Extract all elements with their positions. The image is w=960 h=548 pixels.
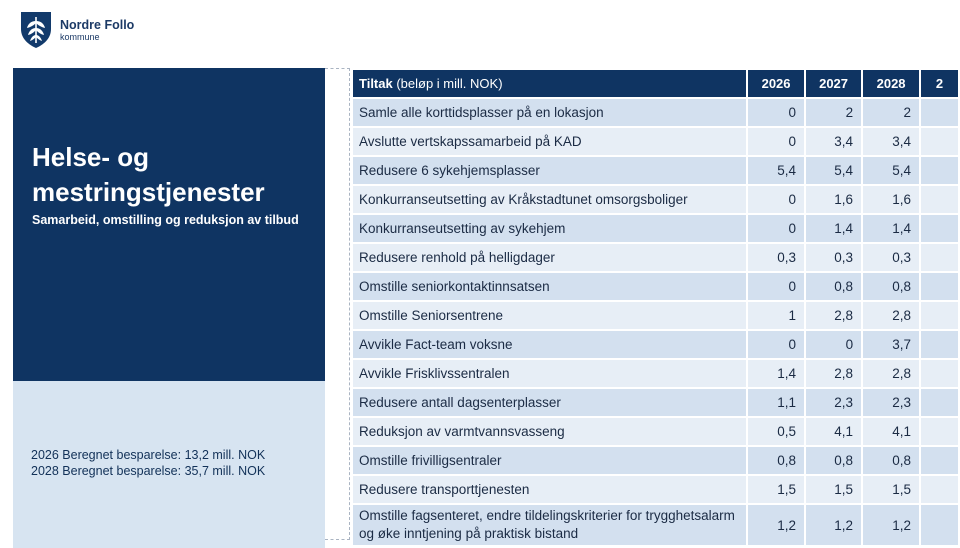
value-2028: 1,5	[862, 475, 920, 504]
value-2026: 0	[747, 272, 805, 301]
value-2028: 0,8	[862, 446, 920, 475]
logo-name: Nordre Follo	[60, 17, 135, 32]
measure-name: Omstille seniorkontaktinnsatsen	[352, 272, 747, 301]
savings-2028: 2028 Beregnet besparelse: 35,7 mill. NOK	[31, 464, 266, 478]
measure-name: Omstille Seniorsentrene	[352, 301, 747, 330]
value-2027: 2,3	[805, 388, 862, 417]
value-truncated	[920, 417, 959, 446]
column-header-2027: 2027	[805, 69, 862, 98]
table-row	[352, 98, 959, 127]
value-truncated	[920, 156, 959, 185]
measure-name: Avvikle Fact-team voksne	[352, 330, 747, 359]
table-row	[352, 504, 959, 546]
value-truncated	[920, 243, 959, 272]
value-truncated	[920, 388, 959, 417]
value-2028: 1,2	[862, 504, 920, 546]
title-panel	[13, 68, 325, 381]
header-unit: (beløp i mill. NOK)	[396, 76, 503, 91]
value-2027: 1,6	[805, 185, 862, 214]
measure-name: Redusere antall dagsenterplasser	[352, 388, 747, 417]
value-2027: 1,2	[805, 504, 862, 546]
value-truncated	[920, 301, 959, 330]
value-truncated	[920, 127, 959, 156]
value-2028: 0,3	[862, 243, 920, 272]
table-row	[352, 388, 959, 417]
value-truncated	[920, 98, 959, 127]
value-2027: 5,4	[805, 156, 862, 185]
value-2026: 0	[747, 127, 805, 156]
value-truncated	[920, 446, 959, 475]
column-header-truncated: 2	[920, 69, 959, 98]
value-2026: 5,4	[747, 156, 805, 185]
value-2026: 0	[747, 214, 805, 243]
value-2026: 0,3	[747, 243, 805, 272]
value-2026: 0,5	[747, 417, 805, 446]
value-2026: 0,8	[747, 446, 805, 475]
page-subtitle: Samarbeid, omstilling og reduksjon av tilbud	[32, 213, 299, 227]
value-truncated	[920, 214, 959, 243]
savings-2026: 2026 Beregnet besparelse: 13,2 mill. NOK	[31, 448, 266, 462]
value-truncated	[920, 504, 959, 546]
measure-name: Samle alle korttidsplasser på en lokasjon	[352, 98, 747, 127]
value-2028: 3,4	[862, 127, 920, 156]
value-2027: 0	[805, 330, 862, 359]
value-2028: 3,7	[862, 330, 920, 359]
measure-name: Redusere renhold på helligdager	[352, 243, 747, 272]
measure-name: Konkurranseutsetting av Kråkstadtunet omsorgsboliger	[352, 185, 747, 214]
measure-name: Avvikle Frisklivssentralen	[352, 359, 747, 388]
value-truncated	[920, 330, 959, 359]
value-2028: 2,8	[862, 359, 920, 388]
value-2027: 4,1	[805, 417, 862, 446]
value-2027: 0,8	[805, 446, 862, 475]
value-2027: 2,8	[805, 301, 862, 330]
value-2027: 1,4	[805, 214, 862, 243]
measure-name: Reduksjon av varmtvannsvasseng	[352, 417, 747, 446]
savings-summary	[31, 447, 265, 479]
value-2026: 1,2	[747, 504, 805, 546]
table-body	[352, 98, 959, 546]
table-row	[352, 417, 959, 446]
table-row	[352, 272, 959, 301]
value-2028: 2,3	[862, 388, 920, 417]
value-2028: 4,1	[862, 417, 920, 446]
table-row	[352, 185, 959, 214]
page-title-line-1: Helse- og	[32, 142, 150, 172]
measure-name: Omstille fagsenteret, endre tildelingskriterier for trygghetsalarm og øke inntjening på praktisk bistand	[352, 504, 747, 546]
page-title	[32, 140, 265, 210]
measure-name: Avslutte vertskapssamarbeid på KAD	[352, 127, 747, 156]
value-2028: 0,8	[862, 272, 920, 301]
value-2027: 3,4	[805, 127, 862, 156]
value-truncated	[920, 359, 959, 388]
column-header-tiltak	[352, 69, 747, 98]
table-row	[352, 156, 959, 185]
table-row	[352, 359, 959, 388]
table-row	[352, 214, 959, 243]
value-2026: 0	[747, 185, 805, 214]
measures-table	[351, 68, 960, 547]
coat-of-arms-icon	[20, 11, 52, 49]
table-header-row	[352, 69, 959, 98]
value-truncated	[920, 475, 959, 504]
header-label: Tiltak	[359, 76, 393, 91]
value-2028: 2	[862, 98, 920, 127]
value-2026: 0	[747, 98, 805, 127]
logo-subtitle: kommune	[60, 31, 100, 42]
table-row	[352, 127, 959, 156]
value-2027: 0,3	[805, 243, 862, 272]
nordre-follo-logo	[20, 11, 134, 49]
value-2027: 1,5	[805, 475, 862, 504]
savings-panel	[13, 381, 325, 548]
value-2027: 2,8	[805, 359, 862, 388]
value-2028: 1,4	[862, 214, 920, 243]
value-2026: 1,1	[747, 388, 805, 417]
value-2027: 2	[805, 98, 862, 127]
table-row	[352, 301, 959, 330]
dashed-bracket	[325, 68, 350, 540]
page-title-line-2: mestringstjenester	[32, 177, 265, 207]
measure-name: Konkurranseutsetting av sykehjem	[352, 214, 747, 243]
table-row	[352, 475, 959, 504]
table-row	[352, 330, 959, 359]
table-row	[352, 446, 959, 475]
value-2028: 2,8	[862, 301, 920, 330]
value-truncated	[920, 185, 959, 214]
value-2028: 5,4	[862, 156, 920, 185]
value-2027: 0,8	[805, 272, 862, 301]
value-2026: 1	[747, 301, 805, 330]
column-header-2028: 2028	[862, 69, 920, 98]
value-2026: 1,4	[747, 359, 805, 388]
measure-name: Omstille frivilligsentraler	[352, 446, 747, 475]
value-truncated	[920, 272, 959, 301]
measure-name: Redusere 6 sykehjemsplasser	[352, 156, 747, 185]
column-header-2026: 2026	[747, 69, 805, 98]
value-2028: 1,6	[862, 185, 920, 214]
table-row	[352, 243, 959, 272]
value-2026: 0	[747, 330, 805, 359]
value-2026: 1,5	[747, 475, 805, 504]
measure-name: Redusere transporttjenesten	[352, 475, 747, 504]
